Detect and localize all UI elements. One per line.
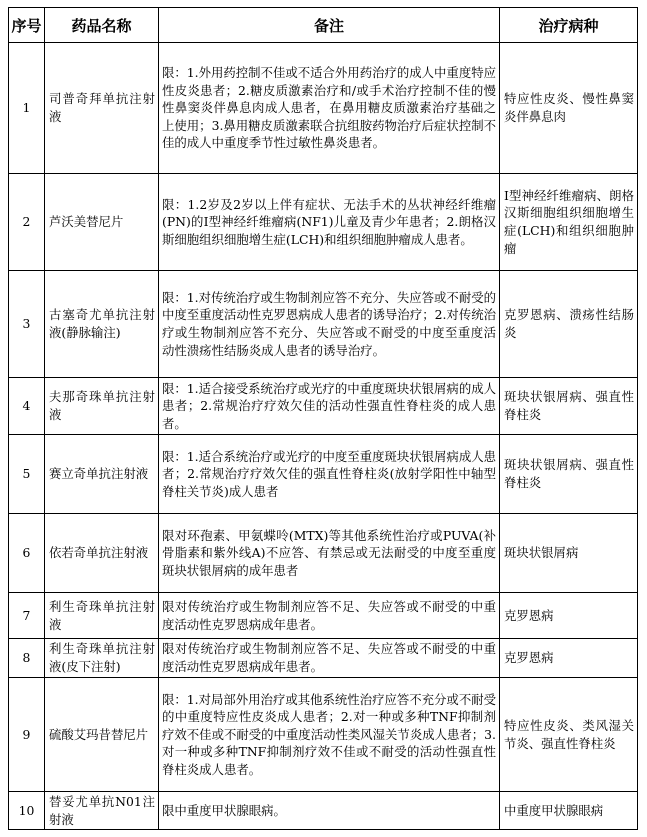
table-row [9, 43, 638, 174]
disease: 斑块状银屑病、强直性脊柱炎 [500, 435, 638, 514]
row-no: 5 [9, 435, 45, 514]
row-no: 10 [9, 792, 45, 830]
header-disease: 治疗病种 [500, 8, 638, 43]
table-row [9, 593, 638, 639]
row-no: 1 [9, 43, 45, 174]
table-row [9, 792, 638, 830]
drug-name: 夫那奇珠单抗注射液 [45, 378, 159, 435]
drug-note: 限对传统治疗或生物制剂应答不足、失应答或不耐受的中重度活动性克罗恩病成年患者。 [159, 639, 500, 678]
drug-note: 限：1.2岁及2岁以上伴有症状、无法手术的丛状神经纤维瘤(PN)的I型神经纤维瘤病(NF1)儿童及青少年患者；2.朗格汉斯细胞组织细胞增生症(LCH)和组织细胞肿瘤成人患者。 [159, 174, 500, 271]
drug-name: 替妥尤单抗N01注射液 [45, 792, 159, 830]
disease: I型神经纤维瘤病、朗格汉斯细胞组织细胞增生症(LCH)和组织细胞肿瘤 [500, 174, 638, 271]
table-row [9, 378, 638, 435]
table-row [9, 639, 638, 678]
drug-note: 限：1.外用药控制不佳或不适合外用药治疗的成人中重度特应性皮炎患者；2.糖皮质激素治疗和/或手术治疗控制不佳的慢性鼻窦炎伴鼻息肉成人患者，在鼻用糖皮质激素治疗基础之上使用；3.鼻用糖皮质激素联合抗组胺药物治疗后症状控制不佳的成人中重度季节性过敏性鼻炎患者。 [159, 43, 500, 174]
drug-name: 利生奇珠单抗注射液(皮下注射) [45, 639, 159, 678]
drug-name: 赛立奇单抗注射液 [45, 435, 159, 514]
row-no: 7 [9, 593, 45, 639]
row-no: 6 [9, 514, 45, 593]
disease: 特应性皮炎、类风湿关节炎、强直性脊柱炎 [500, 678, 638, 792]
drug-note: 限：1.适合接受系统治疗或光疗的中重度斑块状银屑病的成人患者；2.常规治疗疗效欠佳的活动性强直性脊柱炎的成人患者。 [159, 378, 500, 435]
drug-name: 司普奇拜单抗注射液 [45, 43, 159, 174]
row-no: 2 [9, 174, 45, 271]
drug-name: 芦沃美替尼片 [45, 174, 159, 271]
drug-note: 限对环孢素、甲氨蝶呤(MTX)等其他系统性治疗或PUVA(补骨脂素和紫外线A)不应答、有禁忌或无法耐受的中度至重度斑块状银屑病的成年患者 [159, 514, 500, 593]
disease: 克罗恩病 [500, 639, 638, 678]
table-row [9, 174, 638, 271]
drug-note: 限对传统治疗或生物制剂应答不足、失应答或不耐受的中重度活动性克罗恩病成年患者。 [159, 593, 500, 639]
drug-note: 限：1.对传统治疗或生物制剂应答不充分、失应答或不耐受的中度至重度活动性克罗恩病成人患者的诱导治疗；2.对传统治疗或生物制剂应答不充分、失应答或不耐受的中度至重度活动性溃疡性结肠炎成人患者的诱导治疗。 [159, 271, 500, 378]
header-row [9, 8, 638, 43]
disease: 克罗恩病、溃疡性结肠炎 [500, 271, 638, 378]
table-row [9, 514, 638, 593]
table-row [9, 678, 638, 792]
row-no: 3 [9, 271, 45, 378]
header-drug-name: 药品名称 [45, 8, 159, 43]
drug-name: 古塞奇尤单抗注射液(静脉输注) [45, 271, 159, 378]
drug-table [8, 7, 638, 830]
drug-note: 限中重度甲状腺眼病。 [159, 792, 500, 830]
header-no: 序号 [9, 8, 45, 43]
row-no: 4 [9, 378, 45, 435]
row-no: 8 [9, 639, 45, 678]
row-no: 9 [9, 678, 45, 792]
table-row [9, 435, 638, 514]
drug-name: 硫酸艾玛昔替尼片 [45, 678, 159, 792]
disease: 中重度甲状腺眼病 [500, 792, 638, 830]
disease: 特应性皮炎、慢性鼻窦炎伴鼻息肉 [500, 43, 638, 174]
disease: 斑块状银屑病、强直性脊柱炎 [500, 378, 638, 435]
drug-name: 依若奇单抗注射液 [45, 514, 159, 593]
drug-note: 限：1.适合系统治疗或光疗的中度至重度斑块状银屑病成人患者；2.常规治疗疗效欠佳的强直性脊柱炎(放射学阳性中轴型脊柱关节炎)成人患者 [159, 435, 500, 514]
drug-name: 利生奇珠单抗注射液 [45, 593, 159, 639]
drug-note: 限：1.对局部外用治疗或其他系统性治疗应答不充分或不耐受的中重度特应性皮炎成人患者；2.对一种或多种TNF抑制剂疗效不佳或不耐受的中重度活动性类风湿关节炎成人患者；3.对一种或多种TNF抑制剂疗效不佳或不耐受的活动性强直性脊柱炎成人患者。 [159, 678, 500, 792]
disease: 克罗恩病 [500, 593, 638, 639]
disease: 斑块状银屑病 [500, 514, 638, 593]
table-row [9, 271, 638, 378]
header-note: 备注 [159, 8, 500, 43]
